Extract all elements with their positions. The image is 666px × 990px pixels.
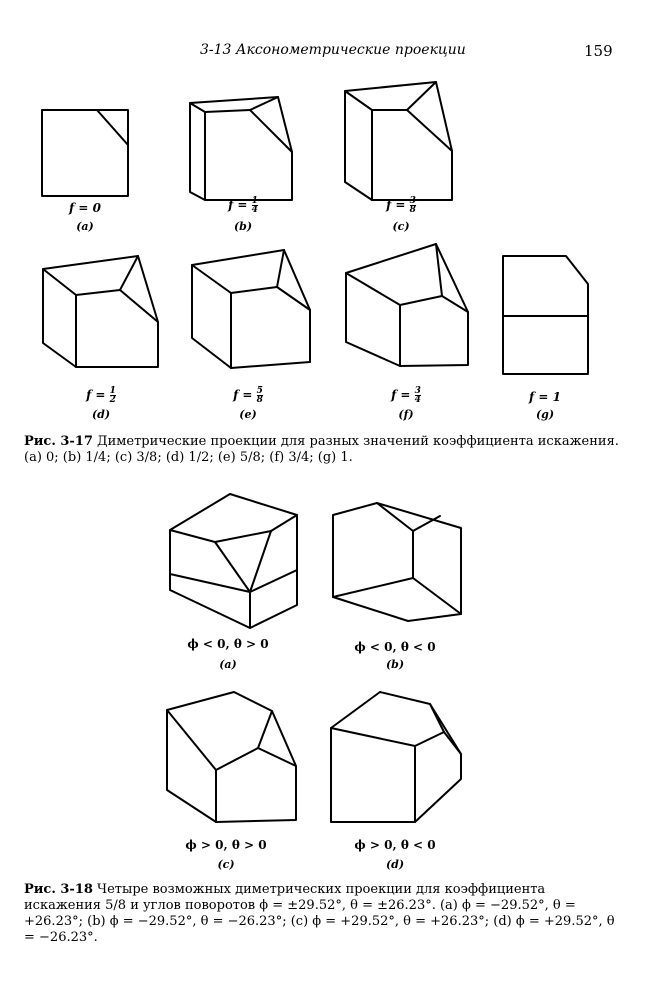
fig18-cube-b	[333, 503, 461, 621]
fig17-sub-e: (e)	[239, 408, 257, 421]
fig17-sub-c: (c)	[392, 220, 410, 233]
fig17-label-a: f = 0	[69, 201, 101, 215]
running-title: 3-13 Аксонометрические проекции	[200, 42, 466, 58]
fig17-cube-f	[346, 244, 468, 366]
fig17-cube-e	[192, 250, 310, 368]
fig17-cube-c	[345, 82, 452, 200]
fig17-label-f: f = $\frac{3}{4}$	[391, 386, 421, 405]
fig17-cube-d	[43, 256, 158, 367]
fig17-caption: Рис. 3-17 Диметрические проекции для разных значений коэффициента искажения. (a) 0; (b) 1/4; (c) 3/8; (d) 1/2; (e) 5/8; (f) 3/4; (g) 1.	[24, 434, 619, 465]
fig17-cube-g	[503, 256, 588, 374]
fig18-angles-d: ϕ > 0, θ < 0	[354, 838, 436, 852]
fig17-sub-d: (d)	[91, 408, 111, 421]
fig17-cube-a	[42, 110, 128, 196]
fig17-sub-g: (g)	[535, 408, 555, 421]
fig18-sub-d: (d)	[385, 858, 405, 871]
fig17-label-d: f = $\frac{1}{2}$	[86, 386, 116, 405]
fig18-sub-c: (c)	[217, 858, 235, 871]
fig18-angles-b: ϕ < 0, θ < 0	[354, 640, 436, 654]
fig17-cube-b	[190, 97, 292, 200]
fig18-angles-a: ϕ < 0, θ > 0	[187, 637, 269, 651]
fig18-cube-a	[170, 494, 297, 628]
page-number: 159	[584, 42, 613, 60]
fig18-cube-d	[331, 692, 461, 822]
fig17-sub-b: (b)	[233, 220, 253, 233]
fig18-sub-a: (a)	[219, 658, 237, 671]
fig18-cube-c	[167, 692, 296, 822]
fig18-sub-b: (b)	[385, 658, 405, 671]
fig17-label-e: f = $\frac{5}{8}$	[233, 386, 263, 405]
fig17-label-b: f = $\frac{1}{4}$	[228, 196, 258, 215]
fig17-label-c: f = $\frac{3}{8}$	[386, 196, 416, 215]
fig17-sub-a: (a)	[76, 220, 94, 233]
fig17-label-g: f = 1	[529, 390, 561, 404]
fig18-caption: Рис. 3-18 Четыре возможных диметрических проекции для коэффициента искажения 5/8 и углов поворотов ϕ = ±29.52°, θ = ±26.23°. (a) ϕ = −29.52°, θ = +26.23°; (b) ϕ = −29.52°, θ = −26.23°; (c) ϕ = +29.52°, θ = +26.23°; (d) ϕ = +29.52°, θ = −26.23°.	[24, 882, 615, 945]
fig17-sub-f: (f)	[398, 408, 414, 421]
fig18-angles-c: ϕ > 0, θ > 0	[185, 838, 267, 852]
